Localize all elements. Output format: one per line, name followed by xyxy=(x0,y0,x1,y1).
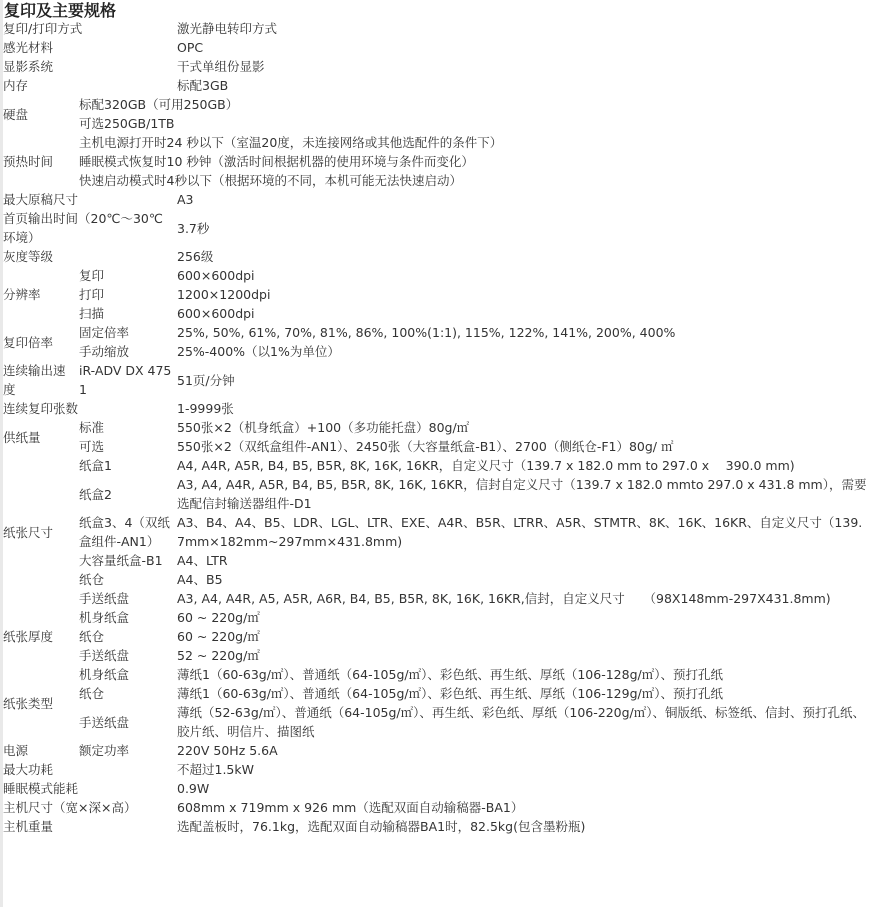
spec-sublabel: 机身纸盒 xyxy=(79,667,130,682)
spec-value: 600×600dpi xyxy=(177,306,255,321)
spec-row xyxy=(3,608,869,627)
spec-sublabel: 可选 xyxy=(79,439,105,454)
spec-value: 激光静电转印方式 xyxy=(177,21,278,36)
spec-row xyxy=(3,361,869,399)
spec-row xyxy=(3,285,869,304)
spec-label: 显影系统 xyxy=(3,59,54,74)
spec-label: 预热时间 xyxy=(3,154,54,169)
spec-value: 1-9999张 xyxy=(177,401,234,416)
spec-row xyxy=(3,570,869,589)
spec-sublabel: 手送纸盘 xyxy=(79,591,130,606)
spec-label: 首页输出时间（20℃～30℃环境） xyxy=(3,211,163,245)
spec-row xyxy=(3,95,869,114)
spec-value: 550张×2（双纸盒组件-AN1）、2450张（大容量纸盒-B1）、2700（侧纸仓-F1）80g/ ㎡ xyxy=(177,439,674,454)
spec-value: OPC xyxy=(177,40,204,55)
spec-row xyxy=(3,817,869,836)
spec-row xyxy=(3,38,869,57)
spec-sublabel: 复印 xyxy=(79,268,105,283)
spec-sublabel: 纸仓 xyxy=(79,572,105,587)
spec-row xyxy=(3,190,869,209)
spec-sublabel: iR-ADV DX 4751 xyxy=(79,363,172,397)
page-title: 复印及主要规格 xyxy=(4,1,117,20)
spec-sublabel: 纸仓 xyxy=(79,686,105,701)
spec-row xyxy=(3,646,869,665)
spec-row xyxy=(3,798,869,817)
spec-value: A3、B4、A4、B5、LDR、LGL、LTR、EXE、A4R、B5R、LTRR、A5R、STMTR、8K、16K、16KR、自定义尺寸（139.7mm×182mm~297mm×431.8mm) xyxy=(177,515,863,549)
spec-row xyxy=(3,741,869,760)
spec-row xyxy=(3,342,869,361)
spec-row xyxy=(3,437,869,456)
spec-value: A4、B5 xyxy=(177,572,223,587)
spec-value: 256级 xyxy=(177,249,214,264)
spec-value: 干式单组份显影 xyxy=(177,59,265,74)
spec-value-line: 主机电源打开时24 秒以下（室温20度，未连接网络或其他选配件的条件下） xyxy=(79,135,503,150)
spec-label: 感光材料 xyxy=(3,40,54,55)
spec-sublabel: 扫描 xyxy=(79,306,105,321)
spec-sublabel: 手送纸盘 xyxy=(79,714,130,730)
spec-label: 分辨率 xyxy=(3,287,41,302)
spec-row xyxy=(3,418,869,437)
spec-sublabel: 固定倍率 xyxy=(79,325,130,340)
spec-row xyxy=(3,19,869,38)
spec-label: 纸张尺寸 xyxy=(3,524,54,540)
spec-label: 灰度等级 xyxy=(3,249,54,264)
spec-value: A3, A4, A4R, A5, A5R, A6R, B4, B5, B5R, 8K, 16K, 16KR,信封，自定义尺寸 （98X148mm-297X431.8mm) xyxy=(177,591,831,606)
spec-label: 主机尺寸（宽×深×高） xyxy=(3,800,137,815)
spec-value: 标配3GB xyxy=(177,78,229,93)
spec-row xyxy=(3,665,869,684)
spec-row xyxy=(3,684,869,703)
spec-value: A4, A4R, A5R, B4, B5, B5R, 8K, 16K, 16KR，自定义尺寸（139.7 x 182.0 mm to 297.0 x 390.0 mm) xyxy=(177,458,795,473)
spec-value: 550张×2（机身纸盒）+100（多功能托盘）80g/㎡ xyxy=(177,420,470,435)
spec-row xyxy=(3,475,869,513)
spec-label: 复印/打印方式 xyxy=(3,21,83,36)
spec-table xyxy=(3,19,869,836)
spec-label: 主机重量 xyxy=(3,819,54,834)
spec-label: 连续输出速度 xyxy=(3,363,66,397)
spec-label: 复印倍率 xyxy=(3,334,54,350)
spec-sublabel: 机身纸盒 xyxy=(79,610,130,625)
spec-row xyxy=(3,171,869,190)
spec-sublabel: 额定功率 xyxy=(79,743,130,758)
spec-label: 内存 xyxy=(3,78,29,93)
spec-label: 最大功耗 xyxy=(3,762,54,777)
spec-sublabel: 纸盒3、4（双纸盒组件-AN1） xyxy=(79,515,170,549)
spec-value: 60 ~ 220g/㎡ xyxy=(177,610,260,625)
spec-value: 51页/分钟 xyxy=(177,372,235,388)
spec-sublabel: 打印 xyxy=(79,287,105,302)
spec-row xyxy=(3,627,869,646)
spec-value: 52 ~ 220g/㎡ xyxy=(177,648,260,663)
spec-value-line: 标配320GB（可用250GB） xyxy=(79,97,239,112)
spec-value: 220V 50Hz 5.6A xyxy=(177,743,278,758)
spec-value: 选配盖板时，76.1kg，选配双面自动输稿器BA1时，82.5kg(包含墨粉瓶) xyxy=(177,819,586,834)
spec-row xyxy=(3,323,869,342)
spec-row xyxy=(3,703,869,741)
spec-value: 不超过1.5kW xyxy=(177,762,254,777)
spec-label: 连续复印张数 xyxy=(3,401,79,416)
spec-row xyxy=(3,247,869,266)
spec-value-line: 快速启动模式时4秒以下（根据环境的不同，本机可能无法快速启动） xyxy=(79,173,462,188)
spec-value: 60 ~ 220g/㎡ xyxy=(177,629,260,644)
spec-label: 硬盘 xyxy=(3,106,29,122)
spec-row xyxy=(3,114,869,133)
spec-sublabel: 纸盒1 xyxy=(79,458,112,473)
spec-value-line: 可选250GB/1TB xyxy=(79,116,175,131)
spec-value: 600×600dpi xyxy=(177,268,255,283)
spec-row xyxy=(3,399,869,418)
spec-sublabel: 纸仓 xyxy=(79,629,105,644)
spec-row xyxy=(3,209,869,247)
spec-value: 薄纸1（60-63g/㎡）、普通纸（64-105g/㎡）、彩色纸、再生纸、厚纸（106-128g/㎡）、预打孔纸 xyxy=(177,667,723,682)
spec-value: 0.9W xyxy=(177,781,210,796)
spec-row xyxy=(3,133,869,152)
spec-row xyxy=(3,76,869,95)
spec-row xyxy=(3,513,869,551)
spec-sublabel: 手送纸盘 xyxy=(79,648,130,663)
spec-label: 纸张类型 xyxy=(3,695,54,711)
spec-row xyxy=(3,57,869,76)
spec-value: 25%-400%（以1%为单位） xyxy=(177,344,340,359)
spec-value: 薄纸1（60-63g/㎡）、普通纸（64-105g/㎡）、彩色纸、再生纸、厚纸（106-129g/㎡）、预打孔纸 xyxy=(177,686,723,701)
spec-row xyxy=(3,551,869,570)
spec-sublabel: 标准 xyxy=(79,420,105,435)
spec-value: 25%, 50%, 61%, 70%, 81%, 86%, 100%(1:1), 115%, 122%, 141%, 200%, 400% xyxy=(177,325,676,340)
spec-row xyxy=(3,304,869,323)
spec-value-line: 睡眠模式恢复时10 秒钟（激活时间根据机器的使用环境与条件而变化） xyxy=(79,154,474,169)
spec-label: 睡眠模式能耗 xyxy=(3,781,79,796)
spec-label: 最大原稿尺寸 xyxy=(3,192,79,207)
spec-sublabel: 大容量纸盒-B1 xyxy=(79,553,163,568)
spec-row xyxy=(3,456,869,475)
spec-row xyxy=(3,152,869,171)
spec-row xyxy=(3,589,869,608)
spec-label: 电源 xyxy=(3,743,29,758)
spec-row xyxy=(3,760,869,779)
spec-sublabel: 纸盒2 xyxy=(79,486,112,502)
spec-value: 薄纸（52-63g/㎡）、普通纸（64-105g/㎡）、再生纸、彩色纸、厚纸（106-220g/㎡）、铜版纸、标签纸、信封、预打孔纸、胶片纸、明信片、描图纸 xyxy=(177,705,866,739)
spec-value: A3 xyxy=(177,192,194,207)
spec-sublabel: 手动缩放 xyxy=(79,344,130,359)
spec-value: 608mm x 719mm x 926 mm（选配双面自动输稿器-BA1） xyxy=(177,800,524,815)
spec-value: 3.7秒 xyxy=(177,220,210,236)
spec-row xyxy=(3,779,869,798)
spec-value: 1200×1200dpi xyxy=(177,287,271,302)
spec-value: A3, A4, A4R, A5R, B4, B5, B5R, 8K, 16K, 16KR，信封自定义尺寸（139.7 x 182.0 mmto 297.0 x 431.8 mm），需要选配信封输送器组件-D1 xyxy=(177,477,867,511)
spec-label: 纸张厚度 xyxy=(3,629,54,644)
spec-label: 供纸量 xyxy=(3,429,41,445)
spec-value: A4、LTR xyxy=(177,553,228,568)
spec-row xyxy=(3,266,869,285)
